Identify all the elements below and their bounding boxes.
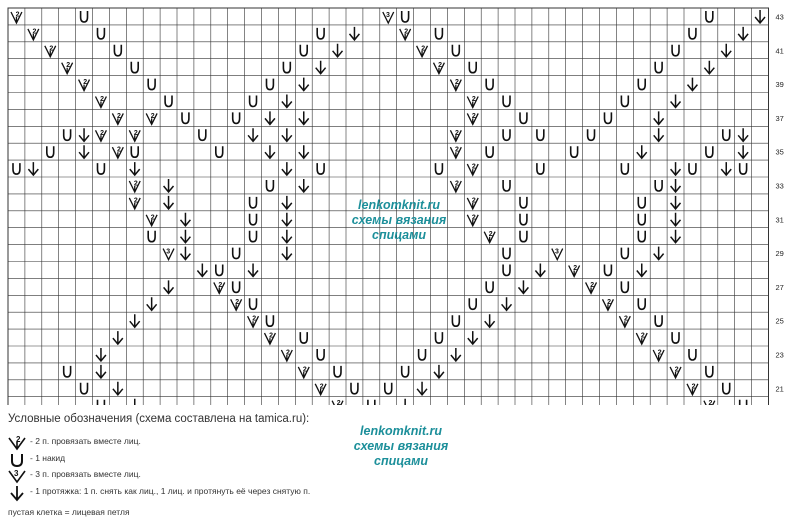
legend-title: Условные обозначения (схема составлена на tamica.ru): bbox=[8, 413, 310, 425]
row-number: 29 bbox=[775, 249, 784, 259]
k2tog-digit: 2 bbox=[150, 112, 155, 120]
k2tog-digit: 2 bbox=[607, 298, 612, 306]
k2tog-digit: 2 bbox=[252, 315, 257, 323]
k2tog-digit: 2 bbox=[455, 129, 459, 137]
k3tog-digit: 3 bbox=[555, 248, 559, 256]
k2tog-digit: 2 bbox=[471, 197, 476, 205]
k2tog-digit: 2 bbox=[133, 129, 138, 137]
k2tog-digit: 2 bbox=[624, 315, 628, 323]
k2tog-digit: 2 bbox=[117, 112, 121, 120]
k3tog-icon bbox=[6, 467, 28, 485]
k2tog-digit: 2 bbox=[66, 62, 71, 70]
row-number: 31 bbox=[775, 215, 784, 225]
k2tog-digit: 2 bbox=[573, 265, 578, 272]
k2tog-digit: 2 bbox=[100, 96, 105, 103]
k3tog-digit: 3 bbox=[14, 469, 19, 478]
row-number: 23 bbox=[775, 350, 784, 360]
k2tog-digit: 2 bbox=[455, 180, 459, 188]
watermark-legend bbox=[336, 424, 466, 469]
k2tog-digit: 2 bbox=[133, 180, 138, 188]
k3tog-digit: 3 bbox=[166, 248, 171, 256]
watermark-line-1: lenkomknit.ru bbox=[360, 424, 442, 438]
watermark-line-1: lenkomknit.ru bbox=[358, 198, 440, 212]
k2tog-digit: 2 bbox=[319, 383, 324, 391]
k2tog-digit: 2 bbox=[15, 11, 20, 19]
k2tog-digit: 2 bbox=[471, 163, 476, 171]
k2tog-digit: 2 bbox=[438, 62, 443, 70]
k2tog-digit: 2 bbox=[708, 400, 713, 405]
k2tog-icon bbox=[6, 434, 28, 452]
watermark-line-3: спицами bbox=[374, 454, 428, 468]
k2tog-digit: 2 bbox=[471, 96, 476, 103]
row-number: 37 bbox=[775, 113, 784, 123]
k2tog-digit: 2 bbox=[590, 281, 595, 289]
row-number: 43 bbox=[775, 12, 784, 22]
legend-k3tog-text: - 3 п. провязать вместе лиц. bbox=[30, 469, 141, 479]
k2tog-digit: 2 bbox=[640, 332, 645, 340]
k2tog-digit: 2 bbox=[455, 79, 459, 87]
k2tog-digit: 2 bbox=[235, 298, 240, 306]
legend-yo-text: - 1 накид bbox=[30, 453, 66, 463]
row-number: 33 bbox=[775, 181, 784, 191]
k2tog-digit: 2 bbox=[16, 435, 21, 444]
k3tog-digit: 3 bbox=[386, 12, 390, 19]
k2tog-digit: 2 bbox=[286, 349, 290, 357]
legend-k2tog-text: - 2 п. провязать вместе лиц. bbox=[30, 436, 141, 446]
k2tog-digit: 2 bbox=[471, 214, 476, 222]
k2tog-digit: 2 bbox=[269, 332, 274, 340]
k2tog-digit: 2 bbox=[133, 197, 138, 205]
watermark-line-2: схемы вязания bbox=[351, 213, 447, 227]
row-number: 35 bbox=[775, 147, 784, 157]
k2tog-digit: 2 bbox=[32, 28, 37, 36]
k2tog-digit: 2 bbox=[49, 45, 54, 53]
row-number: 27 bbox=[775, 282, 784, 292]
row-number: 25 bbox=[775, 316, 784, 326]
k2tog-digit: 2 bbox=[421, 45, 426, 53]
k2tog-digit: 2 bbox=[488, 231, 493, 239]
k2tog-digit: 2 bbox=[404, 28, 409, 36]
watermark-line-2: схемы вязания bbox=[353, 439, 449, 453]
k2tog-digit: 2 bbox=[691, 383, 696, 391]
k2tog-digit: 2 bbox=[218, 281, 223, 289]
k2tog-digit: 2 bbox=[455, 146, 459, 154]
k2tog-digit: 2 bbox=[100, 129, 105, 137]
k2tog-digit: 2 bbox=[471, 112, 476, 120]
k2tog-digit: 2 bbox=[674, 366, 679, 374]
arrow-down-icon bbox=[6, 484, 28, 502]
row-number: 39 bbox=[775, 80, 784, 90]
k2tog-digit: 2 bbox=[657, 349, 662, 357]
k2tog-digit: 2 bbox=[336, 400, 341, 405]
k2tog-digit: 2 bbox=[83, 79, 88, 87]
row-number: 41 bbox=[775, 46, 784, 56]
watermark-line-3: спицами bbox=[372, 228, 426, 242]
legend-empty-cell-note: пустая клетка = лицевая петля bbox=[8, 507, 130, 517]
k2tog-digit: 2 bbox=[150, 214, 155, 222]
row-number: 21 bbox=[775, 384, 784, 394]
watermark-chart bbox=[334, 198, 464, 243]
k2tog-digit: 2 bbox=[302, 366, 307, 374]
legend-sk2p-text: - 1 протяжка: 1 п. снять как лиц., 1 лиц. и протянуть её через снятую п. bbox=[30, 486, 311, 496]
k2tog-digit: 2 bbox=[117, 146, 121, 154]
